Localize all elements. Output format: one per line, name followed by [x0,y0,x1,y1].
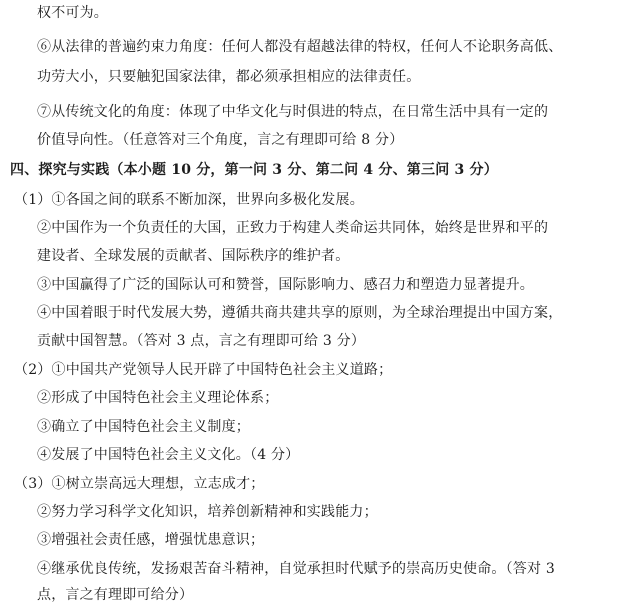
text-line: （2）①中国共产党领导人民开辟了中国特色社会主义道路； [14,362,393,378]
text-line: 权不可为。 [37,5,108,21]
text-line: ②形成了中国特色社会主义理论体系； [37,390,279,406]
text-line: ③确立了中国特色社会主义制度； [37,419,250,435]
text-line: ⑥从法律的普遍约束力角度：任何人都没有超越法律的特权，任何人不论职务高低、 [37,39,563,55]
text-line: ④中国着眼于时代发展大势，遵循共商共建共享的原则，为全球治理提出中国方案， [37,305,563,321]
text-line: 点，言之有理即可给分） [37,587,194,603]
text-line: ④发展了中国特色社会主义文化。（4 分） [37,447,300,463]
text-line: ②中国作为一个负责任的大国，正致力于构建人类命运共同体，始终是世界和平的 [37,220,549,236]
text-line: ②努力学习科学文化知识，培养创新精神和实践能力； [37,504,378,520]
text-line: 价值导向性。（任意答对三个角度，言之有理即可给 8 分） [37,132,404,148]
text-line: ③增强社会责任感，增强忧患意识； [37,532,265,548]
text-line: ④继承优良传统，发扬艰苦奋斗精神，自觉承担时代赋予的崇高历史使命。（答对 3 [37,561,555,577]
text-line: （1）①各国之间的联系不断加深，世界向多极化发展。 [14,192,364,208]
text-line: ③中国赢得了广泛的国际认可和赞誉，国际影响力、感召力和塑造力显著提升。 [37,277,534,293]
text-line: 贡献中国智慧。（答对 3 点，言之有理即可给 3 分） [37,333,366,349]
text-line: 功劳大小，只要触犯国家法律，都必须承担相应的法律责任。 [37,69,421,85]
text-line: 建设者、全球发展的贡献者、国际秩序的维护者。 [37,248,350,264]
section-heading: 四、探究与实践（本小题 10 分，第一问 3 分、第二问 4 分、第三问 3 分） [10,162,498,178]
text-line: ⑦从传统文化的角度：体现了中华文化与时俱进的特点，在日常生活中具有一定的 [37,104,549,120]
text-line: （3）①树立崇高远大理想，立志成才； [14,476,265,492]
